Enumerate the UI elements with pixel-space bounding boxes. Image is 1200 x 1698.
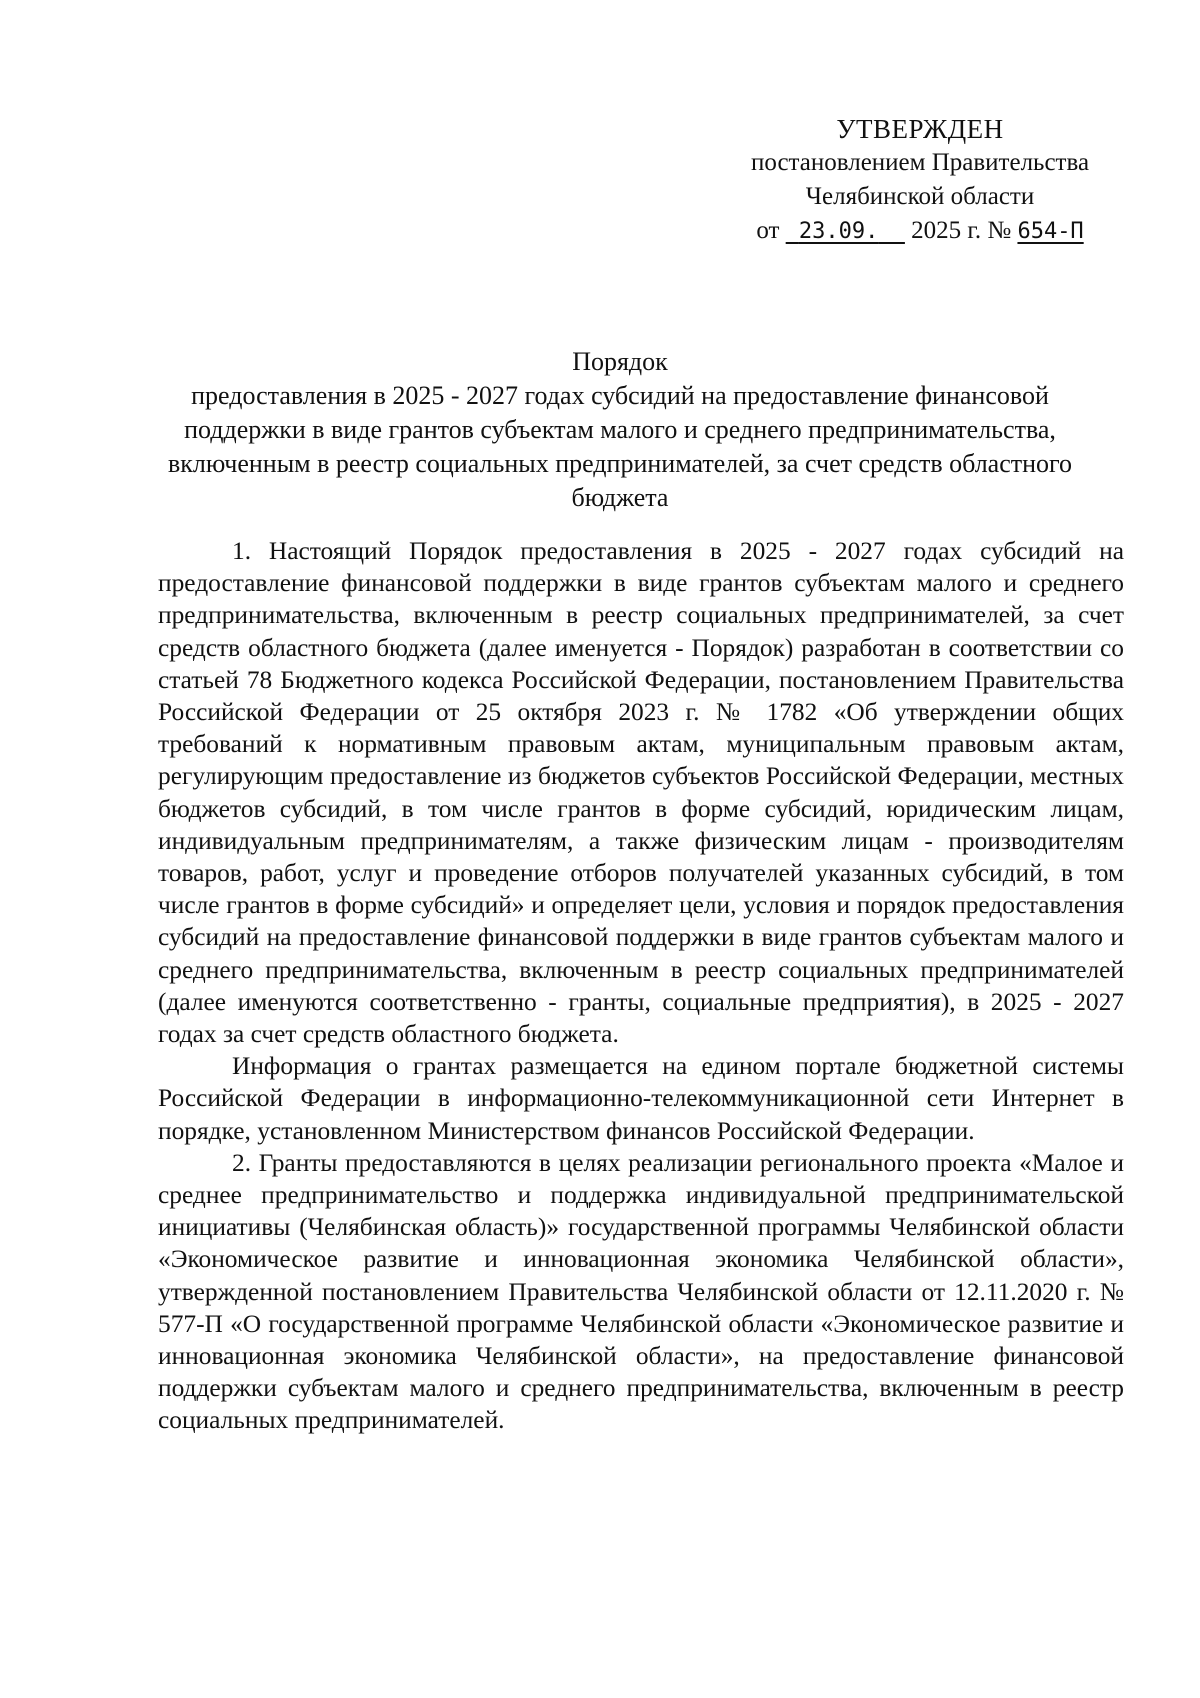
document-number: 654-П [1017,219,1084,244]
approval-line-2: Челябинской области [805,183,1035,210]
document-body [158,535,1124,1437]
heading-subtitle: предоставления в 2025 - 2027 годах субсидий на предоставление финансовой поддержки в виде грантов субъектам малого и среднего предпринимательства, включенным в реестр социальных предпринимателей, за счет средств областного бюджета [167,381,1073,512]
paragraph-1: 1. Настоящий Порядок предоставления в 2025 - 2027 годах субсидий на предоставление финансовой поддержки в виде грантов субъектам малого и среднего предпринимательства, включенным в реестр социальных предпринимателей, за счет средств областного бюджета (далее именуется - Порядок) разработан в соответствии со статьей 78 Бюджетного кодекса Российской Федерации, постановлением Правительства Российской Федерации от 25 октября 2023 г. № 1782 «Об утверждении общих требований к нормативным правовым актам, муниципальным правовым актам, регулирующим предоставление из бюджетов субъектов Российской Федерации, местных бюджетов субсидий, в том числе грантов в форме субсидий, юридическим лицам, индивидуальным предпринимателям, а также физическим лицам - производителям товаров, работ, услуг и проведение отборов получателей указанных субсидий, в том числе грантов в форме субсидий» и определяет цели, условия и порядок предоставления субсидий на предоставление финансовой поддержки в виде грантов субъектам малого и среднего предпринимательства, включенным в реестр социальных предпринимателей (далее именуются соответственно - гранты, социальные предприятия), в 2025 - 2027 годах за счет средств областного бюджета. [158,537,1124,1049]
approval-date-line [700,214,1140,249]
approval-title: УТВЕРЖДЕН [836,114,1004,144]
paragraph-3: 2. Гранты предоставляются в целях реализации регионального проекта «Малое и среднее предпринимательство и поддержка индивидуальной предпринимательской инициативы (Челябинская область)» государственной программы Челябинской области «Экономическое развитие и инновационная экономика Челябинской области», утвержденной постановлением Правительства Челябинской области от 12.11.2020 г. № 577-П «О государственной программе Челябинской области «Экономическое развитие и инновационная экономика Челябинской области», на предоставление финансовой поддержки субъектам малого и среднего предпринимательства, включенным в реестр социальных предпринимателей. [158,1148,1124,1435]
date-prefix: от [756,217,780,244]
heading-title: Порядок [572,347,668,376]
date-value: 23.09. [798,219,879,244]
paragraph-2: Информация о грантах размещается на едином портале бюджетной системы Российской Федерации в информационно-телекоммуникационной сети Интернет в порядке, установленном Министерством финансов Российской Федерации. [158,1052,1124,1145]
approval-stamp [700,112,1140,249]
approval-line-1: постановлением Правительства [750,149,1090,176]
document-heading [140,345,1100,515]
year-label: 2025 г. № [911,217,1012,244]
